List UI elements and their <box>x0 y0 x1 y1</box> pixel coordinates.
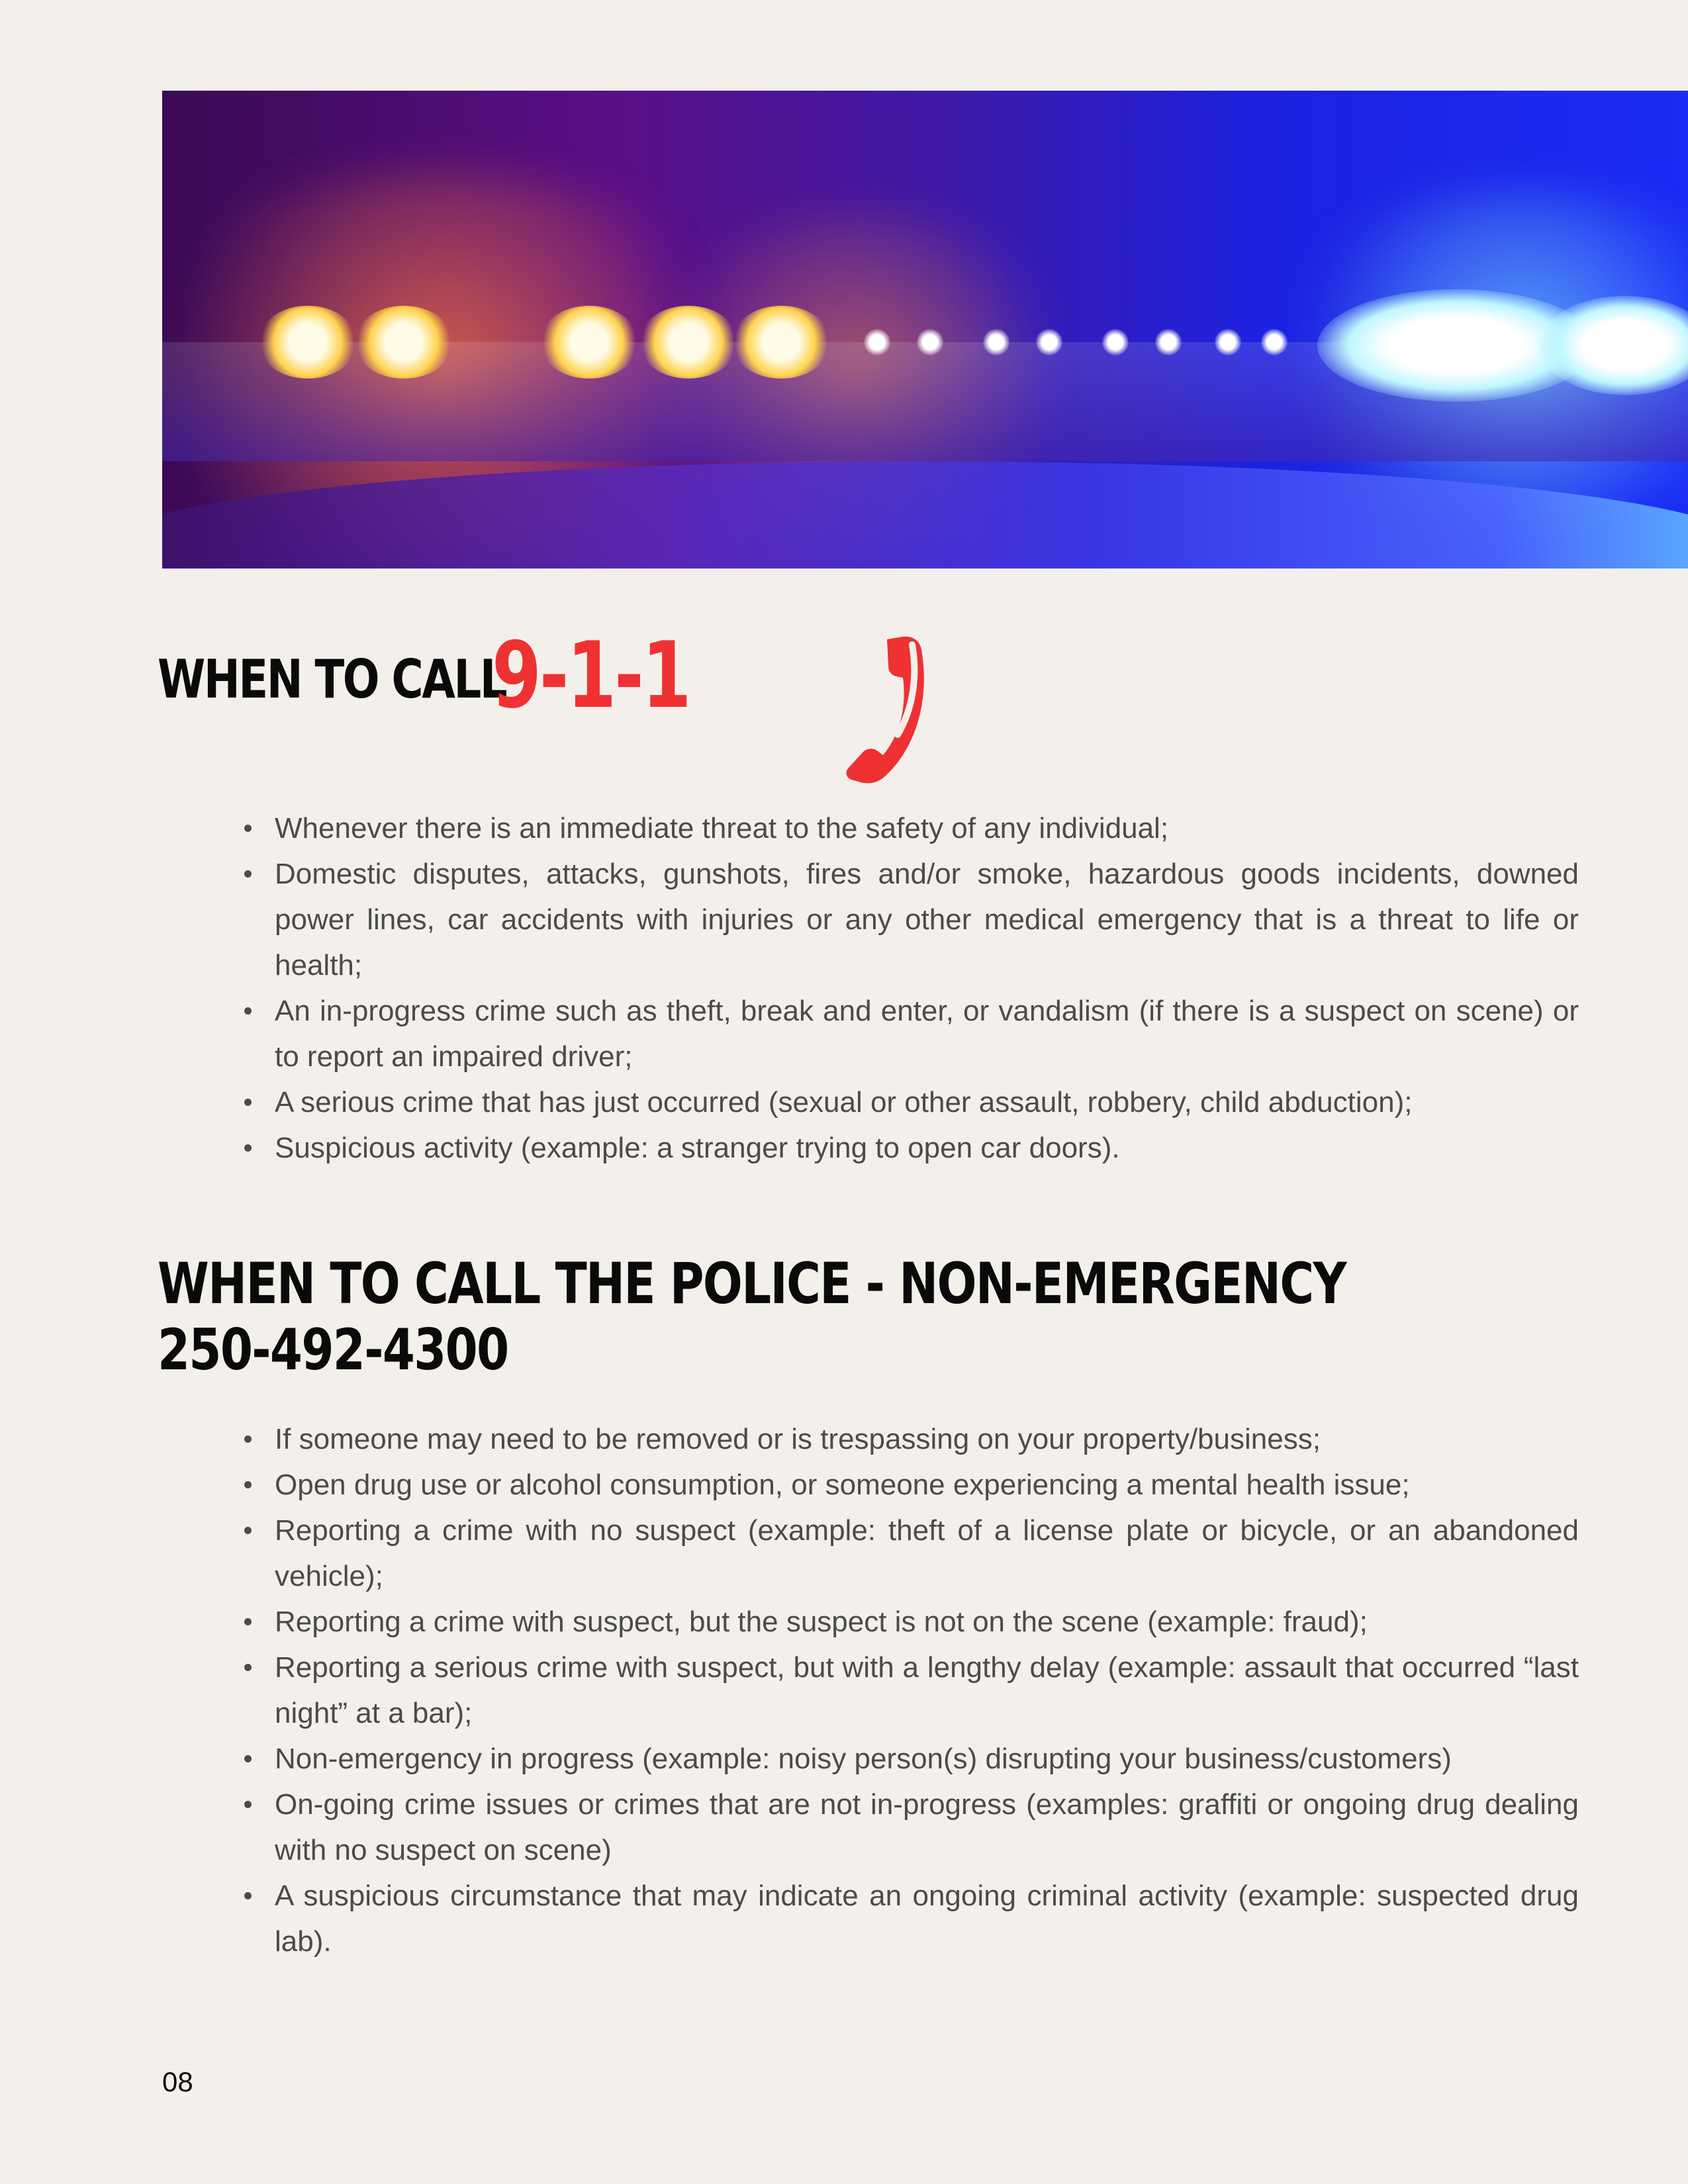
police-lights-photo <box>162 91 1688 569</box>
emergency-criteria-list <box>240 805 1579 1171</box>
list-item: Open drug use or alcohol consumption, or someone experiencing a mental health issue; <box>275 1462 1579 1508</box>
heading-label: WHEN TO CALL <box>158 649 506 710</box>
non-emergency-criteria-list <box>240 1416 1579 1964</box>
phone-handset-icon <box>813 635 939 788</box>
list-item: Domestic disputes, attacks, gunshots, fires and/or smoke, hazardous goods incidents, downed power lines, car accidents with injuries or any other medical emergency that is a threat to life or health; <box>275 851 1579 988</box>
list-item: Reporting a crime with no suspect (example: theft of a license plate or bicycle, or an abandoned vehicle); <box>275 1508 1579 1599</box>
list-item: A suspicious circumstance that may indicate an ongoing criminal activity (example: suspected drug lab). <box>275 1873 1579 1964</box>
list-item: An in-progress crime such as theft, break and enter, or vandalism (if there is a suspect on scene) or to report an impaired driver; <box>275 988 1579 1079</box>
list-item: On-going crime issues or crimes that are not in-progress (examples: graffiti or ongoing drug dealing with no suspect on scene) <box>275 1782 1579 1873</box>
list-item: Whenever there is an immediate threat to the safety of any individual; <box>275 805 1579 851</box>
non-emergency-number: 250-492-4300 <box>158 1317 508 1383</box>
list-item: Suspicious activity (example: a stranger trying to open car doors). <box>275 1125 1579 1171</box>
emergency-number: 9-1-1 <box>492 622 690 729</box>
list-item: If someone may need to be removed or is trespassing on your property/business; <box>275 1416 1579 1462</box>
page-number: 08 <box>162 2066 193 2097</box>
list-item: Reporting a crime with suspect, but the suspect is not on the scene (example: fraud); <box>275 1599 1579 1645</box>
section-non-emergency-heading <box>158 1251 1346 1383</box>
list-item: Non-emergency in progress (example: noisy person(s) disrupting your business/customers) <box>275 1736 1579 1782</box>
heading-title: WHEN TO CALL THE POLICE - NON-EMERGENCY <box>158 1251 1346 1317</box>
list-item: Reporting a serious crime with suspect, but with a lengthy delay (example: assault that occurred “last night” at a bar); <box>275 1645 1579 1736</box>
list-item: A serious crime that has just occurred (sexual or other assault, robbery, child abduction); <box>275 1079 1579 1125</box>
